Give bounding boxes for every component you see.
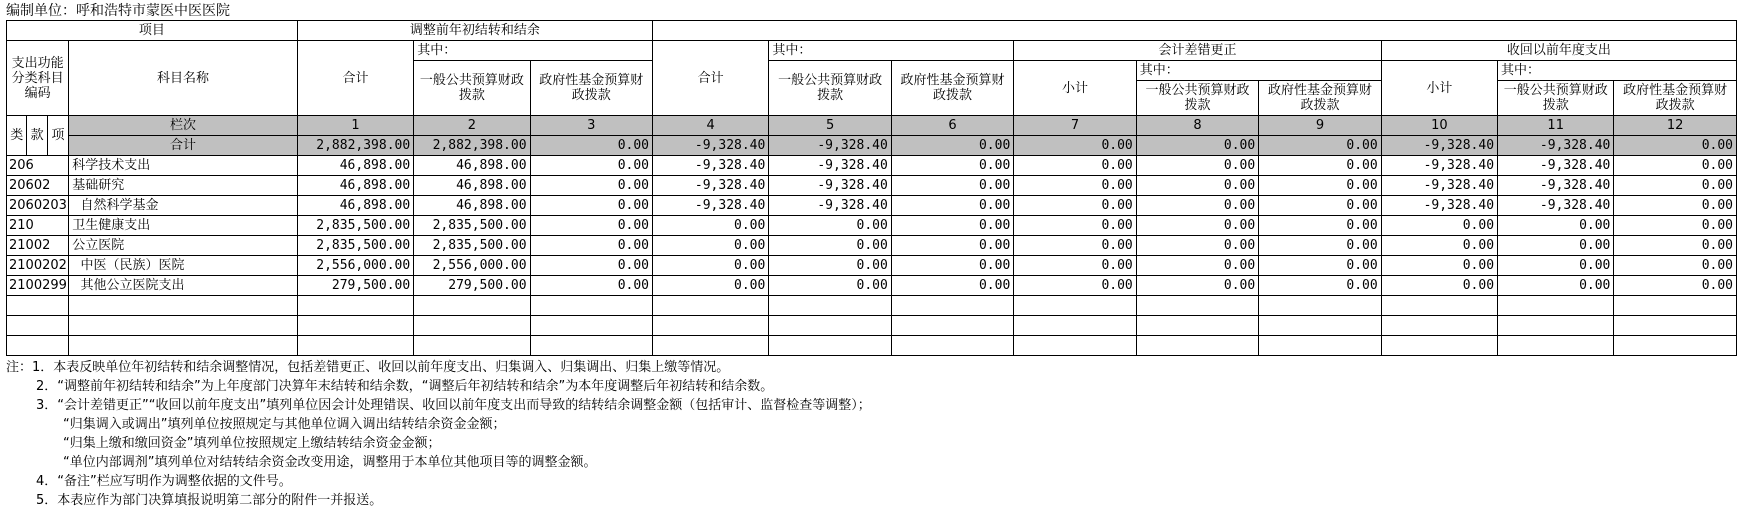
header-adj-general: 一般公共预算财政拨款 <box>769 61 891 116</box>
total-cell: 0.00 <box>1614 136 1737 156</box>
total-cell: -9,328.40 <box>653 136 769 156</box>
value-cell: 0.00 <box>530 236 652 256</box>
value-cell: 46,898.00 <box>414 196 530 216</box>
value-cell: -9,328.40 <box>1381 176 1497 196</box>
header-blank-top <box>653 21 1737 41</box>
col-num-3: 3 <box>530 116 652 136</box>
header-adj-ofwhich: 其中： <box>769 41 1014 61</box>
value-cell: 0.00 <box>1614 216 1737 236</box>
subject-code: 21002 <box>7 236 69 256</box>
value-cell: -9,328.40 <box>653 156 769 176</box>
value-cell: 0.00 <box>653 216 769 236</box>
subject-code: 2060203 <box>7 196 69 216</box>
header-kuan: 款 <box>27 116 47 156</box>
header-recover-ofwhich: 其中： <box>1498 61 1737 81</box>
total-cell: 2,882,398.00 <box>297 136 413 156</box>
header-name-col: 科目名称 <box>69 41 298 116</box>
carryover-adjustment-table <box>6 20 1737 356</box>
total-cell: 2,882,398.00 <box>414 136 530 156</box>
value-cell: 0.00 <box>769 236 891 256</box>
notes-section <box>6 358 1737 510</box>
value-cell: -9,328.40 <box>1381 196 1497 216</box>
value-cell: 0.00 <box>1614 276 1737 296</box>
header-before-general: 一般公共预算财政拨款 <box>414 61 530 116</box>
header-row-1 <box>7 21 1737 41</box>
total-cell: 0.00 <box>891 136 1013 156</box>
subject-name: 卫生健康支出 <box>69 216 298 236</box>
col-num-12: 12 <box>1614 116 1737 136</box>
value-cell: 2,556,000.00 <box>297 256 413 276</box>
value-cell: 2,835,500.00 <box>414 236 530 256</box>
value-cell: 0.00 <box>1136 156 1258 176</box>
col-num-10: 10 <box>1381 116 1497 136</box>
value-cell: 0.00 <box>1259 276 1381 296</box>
blank-row <box>7 296 1737 316</box>
header-before-total: 合计 <box>297 41 413 116</box>
value-cell: 0.00 <box>1259 156 1381 176</box>
value-cell: -9,328.40 <box>1381 156 1497 176</box>
value-cell: 0.00 <box>1014 276 1136 296</box>
value-cell: 0.00 <box>891 276 1013 296</box>
value-cell: 46,898.00 <box>414 156 530 176</box>
value-cell: -9,328.40 <box>653 196 769 216</box>
table-row <box>7 216 1737 236</box>
value-cell: 2,556,000.00 <box>414 256 530 276</box>
value-cell: 0.00 <box>1014 156 1136 176</box>
col-num-4: 4 <box>653 116 769 136</box>
table-row <box>7 236 1737 256</box>
header-row-2 <box>7 41 1737 61</box>
value-cell: 0.00 <box>530 256 652 276</box>
total-cell: 0.00 <box>530 136 652 156</box>
value-cell: 2,835,500.00 <box>297 216 413 236</box>
header-error-subtotal: 小计 <box>1014 61 1136 116</box>
value-cell: 0.00 <box>891 256 1013 276</box>
header-lei: 类 <box>7 116 27 156</box>
col-num-1: 1 <box>297 116 413 136</box>
unit-label: 编制单位：呼和浩特市蒙医中医医院 <box>6 3 230 19</box>
subject-name: 基础研究 <box>69 176 298 196</box>
subject-code: 2100299 <box>7 276 69 296</box>
value-cell: 0.00 <box>1498 216 1614 236</box>
subject-code: 210 <box>7 216 69 236</box>
header-error-general: 一般公共预算财政拨款 <box>1136 81 1258 116</box>
total-cell: 0.00 <box>1014 136 1136 156</box>
col-num-9: 9 <box>1259 116 1381 136</box>
header-recover-subtotal: 小计 <box>1381 61 1497 116</box>
data-rows <box>7 156 1737 296</box>
header-lanci: 栏次 <box>69 116 298 136</box>
value-cell: -9,328.40 <box>653 176 769 196</box>
header-recover-general: 一般公共预算财政拨款 <box>1498 81 1614 116</box>
value-cell: 0.00 <box>1381 236 1497 256</box>
header-adj-total: 合计 <box>653 41 769 116</box>
col-num-2: 2 <box>414 116 530 136</box>
subject-code: 20602 <box>7 176 69 196</box>
value-cell: 0.00 <box>530 156 652 176</box>
note-line: “归集上缴和缴回资金”填列单位按照规定上缴结转结余资金金额； <box>63 436 441 451</box>
value-cell: 0.00 <box>1014 176 1136 196</box>
value-cell: -9,328.40 <box>1498 176 1614 196</box>
value-cell: 0.00 <box>1614 176 1737 196</box>
value-cell: -9,328.40 <box>1498 156 1614 176</box>
col-num-11: 11 <box>1498 116 1614 136</box>
header-before-group: 调整前年初结转和结余 <box>297 21 652 41</box>
table-row <box>7 196 1737 216</box>
value-cell: 0.00 <box>530 176 652 196</box>
value-cell: 0.00 <box>653 276 769 296</box>
note-line: 3．“会计差错更正”“收回以前年度支出”填列单位因会计处理错误、收回以前年度支出而导致的结转结余调整金额（包括审计、监督检查等调整）； <box>36 398 871 413</box>
col-num-7: 7 <box>1014 116 1136 136</box>
value-cell: 0.00 <box>1014 236 1136 256</box>
value-cell: 0.00 <box>891 236 1013 256</box>
total-cell: -9,328.40 <box>769 136 891 156</box>
value-cell: 0.00 <box>1259 196 1381 216</box>
subject-name: 科学技术支出 <box>69 156 298 176</box>
value-cell: 0.00 <box>1614 156 1737 176</box>
value-cell: 0.00 <box>1498 236 1614 256</box>
header-recover-group: 收回以前年度支出 <box>1381 41 1736 61</box>
value-cell: 0.00 <box>1614 196 1737 216</box>
value-cell: 0.00 <box>1136 276 1258 296</box>
value-cell: 0.00 <box>1136 236 1258 256</box>
subject-name: 其他公立医院支出 <box>69 276 298 296</box>
value-cell: 0.00 <box>1136 176 1258 196</box>
subject-code: 206 <box>7 156 69 176</box>
value-cell: 0.00 <box>1014 196 1136 216</box>
subject-code: 2100202 <box>7 256 69 276</box>
value-cell: 46,898.00 <box>297 176 413 196</box>
value-cell: 0.00 <box>1259 256 1381 276</box>
value-cell: 0.00 <box>1614 256 1737 276</box>
value-cell: 0.00 <box>1259 236 1381 256</box>
value-cell: 0.00 <box>1381 276 1497 296</box>
table-row <box>7 256 1737 276</box>
value-cell: -9,328.40 <box>769 176 891 196</box>
value-cell: 0.00 <box>769 216 891 236</box>
header-xiang: 项 <box>47 116 68 156</box>
note-line: 4．“备注”栏应写明作为调整依据的文件号。 <box>36 474 292 489</box>
header-error-ofwhich: 其中： <box>1136 61 1381 81</box>
total-label: 合计 <box>69 136 298 156</box>
subject-name: 自然科学基金 <box>69 196 298 216</box>
header-before-gov: 政府性基金预算财政拨款 <box>530 61 652 116</box>
value-cell: 0.00 <box>653 236 769 256</box>
note-line: “单位内部调剂”填列单位对结转结余资金改变用途，调整用于本单位其他项目等的调整金额。 <box>63 455 597 470</box>
value-cell: 0.00 <box>1136 196 1258 216</box>
header-error-group: 会计差错更正 <box>1014 41 1381 61</box>
value-cell: 279,500.00 <box>297 276 413 296</box>
value-cell: 46,898.00 <box>414 176 530 196</box>
value-cell: -9,328.40 <box>1498 196 1614 216</box>
col-num-8: 8 <box>1136 116 1258 136</box>
value-cell: 2,835,500.00 <box>297 236 413 256</box>
value-cell: 46,898.00 <box>297 196 413 216</box>
total-cell: 0.00 <box>1136 136 1258 156</box>
value-cell: 0.00 <box>530 276 652 296</box>
blank-row <box>7 316 1737 336</box>
header-before-ofwhich: 其中： <box>414 41 653 61</box>
value-cell: 0.00 <box>1014 216 1136 236</box>
col-num-5: 5 <box>769 116 891 136</box>
value-cell: 0.00 <box>891 216 1013 236</box>
value-cell: 0.00 <box>1136 256 1258 276</box>
note-line: 注：1．本表反映单位年初结转和结余调整情况，包括差错更正、收回以前年度支出、归集调入、归集调出、归集上缴等情况。 <box>6 360 730 375</box>
header-error-gov: 政府性基金预算财政拨款 <box>1259 81 1381 116</box>
note-line: 5．本表应作为部门决算填报说明第二部分的附件一并报送。 <box>36 493 383 508</box>
value-cell: 0.00 <box>891 176 1013 196</box>
header-code-col: 支出功能分类科目编码 <box>7 41 69 116</box>
total-cell: 0.00 <box>1259 136 1381 156</box>
table-row <box>7 156 1737 176</box>
value-cell: 0.00 <box>1381 216 1497 236</box>
value-cell: 0.00 <box>530 216 652 236</box>
value-cell: 0.00 <box>1136 216 1258 236</box>
value-cell: 0.00 <box>1614 236 1737 256</box>
total-cell: -9,328.40 <box>1381 136 1497 156</box>
value-cell: 0.00 <box>891 196 1013 216</box>
value-cell: 2,835,500.00 <box>414 216 530 236</box>
subject-name: 中医（民族）医院 <box>69 256 298 276</box>
value-cell: 0.00 <box>1498 276 1614 296</box>
value-cell: 0.00 <box>530 196 652 216</box>
value-cell: 0.00 <box>891 156 1013 176</box>
total-cell: -9,328.40 <box>1498 136 1614 156</box>
value-cell: 0.00 <box>769 256 891 276</box>
value-cell: -9,328.40 <box>769 156 891 176</box>
value-cell: 0.00 <box>1381 256 1497 276</box>
header-row-colnums <box>7 116 1737 136</box>
header-recover-gov: 政府性基金预算财政拨款 <box>1614 81 1737 116</box>
value-cell: 0.00 <box>1259 176 1381 196</box>
header-project: 项目 <box>7 21 298 41</box>
value-cell: 0.00 <box>1014 256 1136 276</box>
value-cell: 0.00 <box>769 276 891 296</box>
note-line: 2．“调整前年初结转和结余”为上年度部门决算年末结转和结余数，“调整后年初结转和结余”为本年度调整后年初结转和结余数。 <box>36 379 774 394</box>
blank-row <box>7 336 1737 356</box>
value-cell: -9,328.40 <box>769 196 891 216</box>
note-line: “归集调入或调出”填列单位按照规定与其他单位调入调出结转结余资金金额； <box>63 417 506 432</box>
subject-name: 公立医院 <box>69 236 298 256</box>
value-cell: 0.00 <box>653 256 769 276</box>
col-num-6: 6 <box>891 116 1013 136</box>
total-row <box>7 136 1737 156</box>
value-cell: 0.00 <box>1498 256 1614 276</box>
value-cell: 0.00 <box>1259 216 1381 236</box>
table-row <box>7 176 1737 196</box>
value-cell: 46,898.00 <box>297 156 413 176</box>
value-cell: 279,500.00 <box>414 276 530 296</box>
header-adj-gov: 政府性基金预算财政拨款 <box>891 61 1013 116</box>
table-row <box>7 276 1737 296</box>
